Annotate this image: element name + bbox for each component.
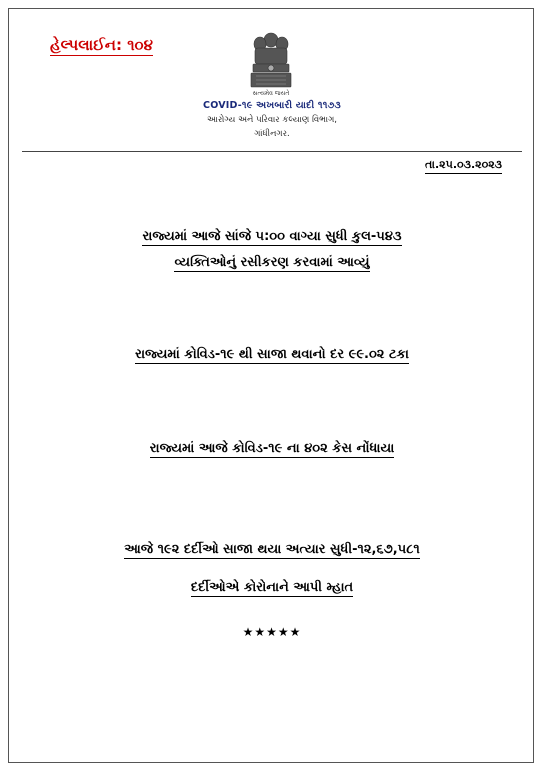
headline-vaccination	[60, 224, 484, 276]
headline-line: રાજ્યમાં આજે કોવિડ-૧૯ ના ૪૦૨ કેસ નોંધાયા	[149, 441, 395, 456]
emblem-motto: સત્યમેવ જયતે	[252, 90, 290, 97]
header-divider	[22, 151, 522, 152]
department-name: આરોગ્ય અને પરિવાર કલ્યાણ વિભાગ,	[207, 115, 337, 125]
headline-recovery-rate	[60, 342, 484, 368]
ashoka-emblem-icon	[246, 30, 296, 94]
helpline-number: હેલ્પલાઈન: ૧૦૪	[50, 36, 153, 54]
city-name: ગાંધીનગર.	[254, 129, 290, 139]
bulletin-title: COVID-૧૯ અખબારી યાદી ૧૧૭૩	[203, 100, 341, 111]
headline-recoveries	[60, 531, 484, 607]
headline-line: આજે ૧૯૨ દર્દીઓ સાજા થયા અત્યાર સુધી-૧૨,૬૭,૫૮૧	[124, 542, 420, 557]
bulletin-date: તા.૨૫.૦૩.૨૦૨૩	[425, 158, 502, 174]
headline-new-cases	[60, 436, 484, 462]
footer-stars: ★★★★★	[242, 625, 302, 639]
headline-line: રાજ્યમાં આજે સાંજે ૫:૦૦ વાગ્યા સુધી કુલ-૫૪૩	[142, 229, 402, 244]
headline-line: રાજ્યમાં કોવિડ-૧૯ થી સાજા થવાનો દર ૯૯.૦૨ ટકા	[135, 347, 409, 362]
headline-line: વ્યક્તિઓનું રસીકરણ કરવામાં આવ્યું	[174, 255, 370, 270]
bulletin-header	[150, 100, 394, 139]
headline-line: દર્દીઓએ કોરોનાને આપી મ્હાત	[190, 580, 354, 595]
